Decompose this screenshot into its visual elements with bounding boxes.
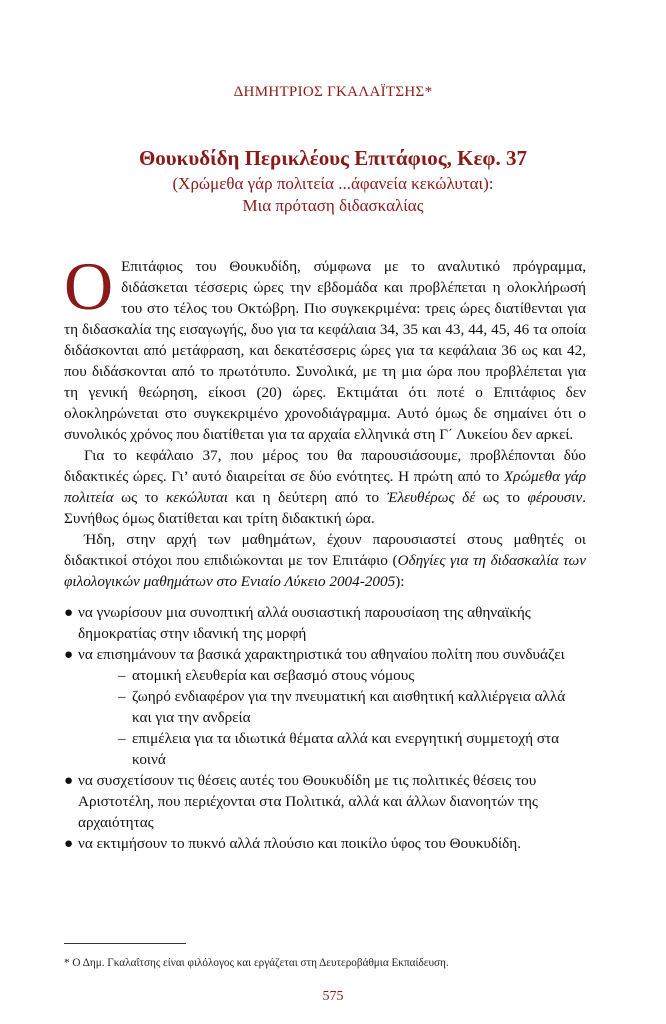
paragraph-2: Για το κεφάλαιο 37, που μέρος του θα παρουσιάσουμε, προβλέπονται δύο διδακτικές ώρες. Γι’ αυτό διαιρείται σε δύο ενότητες. Η πρώτη από το Χρώμεθα γάρ πολιτεία ως το κεκώλυται και η δεύτερη από το Ἐλευθέρως δέ ως το φέρουσιν. Συνήθως όμως διατίθεται και τρίτη διδακτική ώρα. bbox=[64, 447, 586, 527]
sub-list-item: – επιμέλεια για τα ιδιωτικά θέματα αλλά και ενεργητική συμμετοχή στα κοινά bbox=[118, 730, 560, 768]
list-item: ● να γνωρίσουν μια συνοπτική αλλά ουσιαστική παρουσίαση της αθηναϊκής δημοκρατίας στην ιδανική της μορφή bbox=[64, 604, 531, 642]
article-subtitle-line2: Μια πρόταση διδασκαλίας bbox=[242, 196, 424, 215]
article-title: Θουκυδίδη Περικλέους Επιτάφιος, Κεφ. 37 bbox=[138, 146, 528, 170]
list-item: ● να συσχετίσουν τις θέσεις αυτές του Θουκυδίδη με τις πολιτικές θέσεις του Αριστοτέλη, που περιέχονται στα Πολιτικά, αλλά και άλλων διανοητών της αρχαιότητας bbox=[64, 772, 538, 831]
bullet-icon: ● bbox=[64, 772, 74, 789]
bullet-icon: ● bbox=[64, 646, 74, 663]
footnote: * Ο Δημ. Γκαλαΐτσης είναι φιλόλογος και εργάζεται στη Δευτεροβάθμια Εκπαίδευση. bbox=[64, 957, 449, 969]
paragraph-1: Επιτάφιος του Θουκυδίδη, σύμφωνα με το αναλυτικό πρόγραμμα, διδάσκεται τέσσερις ώρες την εβδομάδα και προβλέπεται η ολοκλήρωσή του στο τέλος του Οκτώβρη. Πιο συγκεκριμένα: τρεις ώρες διατίθενται για τη διδασκαλία της εισαγωγής, δυο για τα κεφάλαια 34, 35 και 43, 44, 45, 46 τα οποία διδάσκονται από μετάφραση, και δεκατέσσερις ώρες για τα κεφάλαια 36 ως και 42, που διδάσκονται από το πρωτότυπο. Συνολικά, με τη μια ώρα που προβλέπεται για τη γενική θεώρηση, είκοσι (20) ώρες. Εκτιμάται ότι ποτέ ο Επιτάφιος δεν ολοκληρώνεται στο συγκεκριμένο χρονοδιάγραμμα. Αυτό όμως δε σημαίνει ότι ο συνολικός χρόνος που διατίθεται για τα αρχαία ελληνικά στη Γ΄ Λυκείου δεν αρκεί. bbox=[64, 258, 586, 443]
page-number: 575 bbox=[322, 989, 344, 1004]
paragraph-3: Ήδη, στην αρχή των μαθημάτων, έχουν παρουσιαστεί στους μαθητές οι διδακτικοί στόχοι που επιδιώκονται με τον Επιτάφιο (Οδηγίες για τη διδασκαλία των φιλολογικών μαθημάτων στο Ενιαίο Λύκειο 2004-2005): bbox=[64, 531, 586, 590]
list-item: ● να εκτιμήσουν το πυκνό αλλά πλούσιο και ποικίλο ύφος του Θουκυδίδη. bbox=[64, 835, 522, 852]
sub-list-item: – ζωηρό ενδιαφέρον για την πνευματική και αισθητική καλλιέργεια αλλά και για την ανδρεία bbox=[118, 688, 566, 726]
drop-cap: Ο bbox=[64, 248, 114, 324]
bullet-icon: ● bbox=[64, 835, 74, 852]
dash-icon: – bbox=[118, 667, 126, 684]
author-name: ΔΗΜΗΤΡΙΟΣ ΓΚΑΛΑΪΤΣΗΣ* bbox=[233, 84, 433, 100]
footnote-divider bbox=[64, 943, 186, 944]
sub-list bbox=[78, 665, 586, 770]
article-subtitle-line1: (Χρώμεθα γάρ πολιτεία ...άφανεία κεκώλυται): bbox=[172, 174, 494, 193]
dash-icon: – bbox=[118, 688, 126, 705]
list-item: ● να επισημάνουν τα βασικά χαρακτηριστικά του αθηναίου πολίτη που συνδυάζει – ατομική ελευθερία και σεβασμό στους νόμους – ζωηρό ενδιαφέρον για την πνευματική και αισθητική καλλιέργεια αλλά και για την ανδρεία – επιμέλεια για τα ιδιωτικά θέματα αλλά και ενεργητική συμμετοχή στα κοινά bbox=[64, 644, 586, 770]
bullet-icon: ● bbox=[64, 604, 74, 621]
dash-icon: – bbox=[118, 730, 126, 747]
article-body bbox=[64, 248, 586, 854]
objectives-list bbox=[64, 602, 586, 854]
sub-list-item: – ατομική ελευθερία και σεβασμό στους νόμους bbox=[118, 667, 415, 684]
